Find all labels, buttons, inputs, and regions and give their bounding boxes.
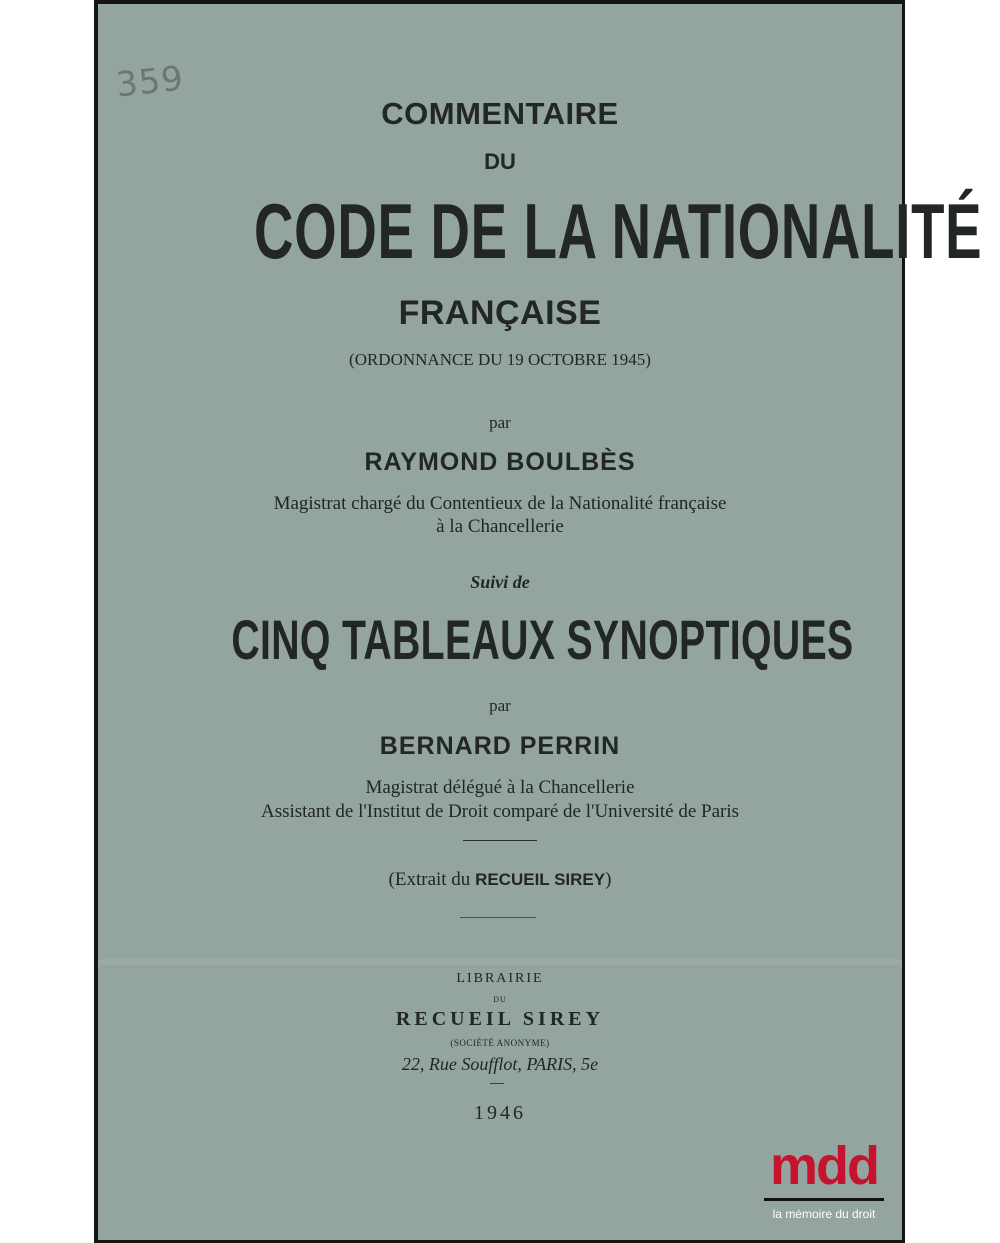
extrait-line (98, 869, 902, 891)
subtitle-text: CINQ TABLEAUX SYNOPTIQUES (231, 608, 854, 671)
author-boulbes: RAYMOND BOULBÈS (364, 448, 636, 476)
main-title (98, 186, 983, 277)
main-title-text: CODE DE LA NATIONALITÉ (254, 187, 983, 275)
publisher-address: 22, Rue Soufflot, PARIS, 5e (401, 1054, 599, 1074)
mdd-logo-bar (764, 1198, 884, 1201)
title-commentaire: COMMENTAIRE (381, 96, 619, 131)
divider-rule-dotted (460, 917, 536, 918)
par-label-2: par (489, 696, 511, 715)
suivi-de: Suivi de (470, 572, 530, 592)
mdd-logo-word: mdd (770, 1136, 878, 1196)
pencil-inventory-mark: 359 (114, 58, 186, 106)
extrait-suffix: ) (605, 869, 612, 890)
author1-role-line1: Magistrat chargé du Contentieux de la Nationalité française (273, 493, 727, 514)
publisher-name: RECUEIL SIREY (395, 1008, 605, 1030)
publication-year: 1946 (474, 1102, 526, 1124)
societe-anonyme: (SOCIÉTÉ ANONYME) (450, 1038, 550, 1048)
ordonnance-line: (ORDONNANCE DU 19 OCTOBRE 1945) (349, 350, 651, 369)
divider-rule (463, 840, 537, 841)
book-cover (98, 4, 983, 1240)
extrait-prefix: (Extrait du (388, 869, 476, 890)
title-francaise: FRANÇAISE (398, 294, 602, 332)
title-du: DU (484, 149, 516, 174)
par-label-1: par (489, 413, 511, 432)
extrait-source: RECUEIL SIREY (475, 870, 606, 889)
author2-role-line1: Magistrat délégué à la Chancellerie (365, 777, 635, 798)
mdd-logo (762, 1136, 886, 1228)
author-perrin: BERNARD PERRIN (379, 732, 621, 760)
author1-role-line2: à la Chancellerie (436, 516, 564, 537)
small-dash (490, 1083, 504, 1084)
subtitle (98, 607, 902, 673)
mdd-logo-tagline: la mémoire du droit (772, 1207, 876, 1221)
librairie-label: LIBRAIRIE (456, 971, 544, 986)
librairie-du: DU (493, 995, 507, 1004)
author2-role-line2: Assistant de l'Institut de Droit comparé de l'Université de Paris (260, 801, 740, 822)
paper-stain (98, 959, 902, 965)
